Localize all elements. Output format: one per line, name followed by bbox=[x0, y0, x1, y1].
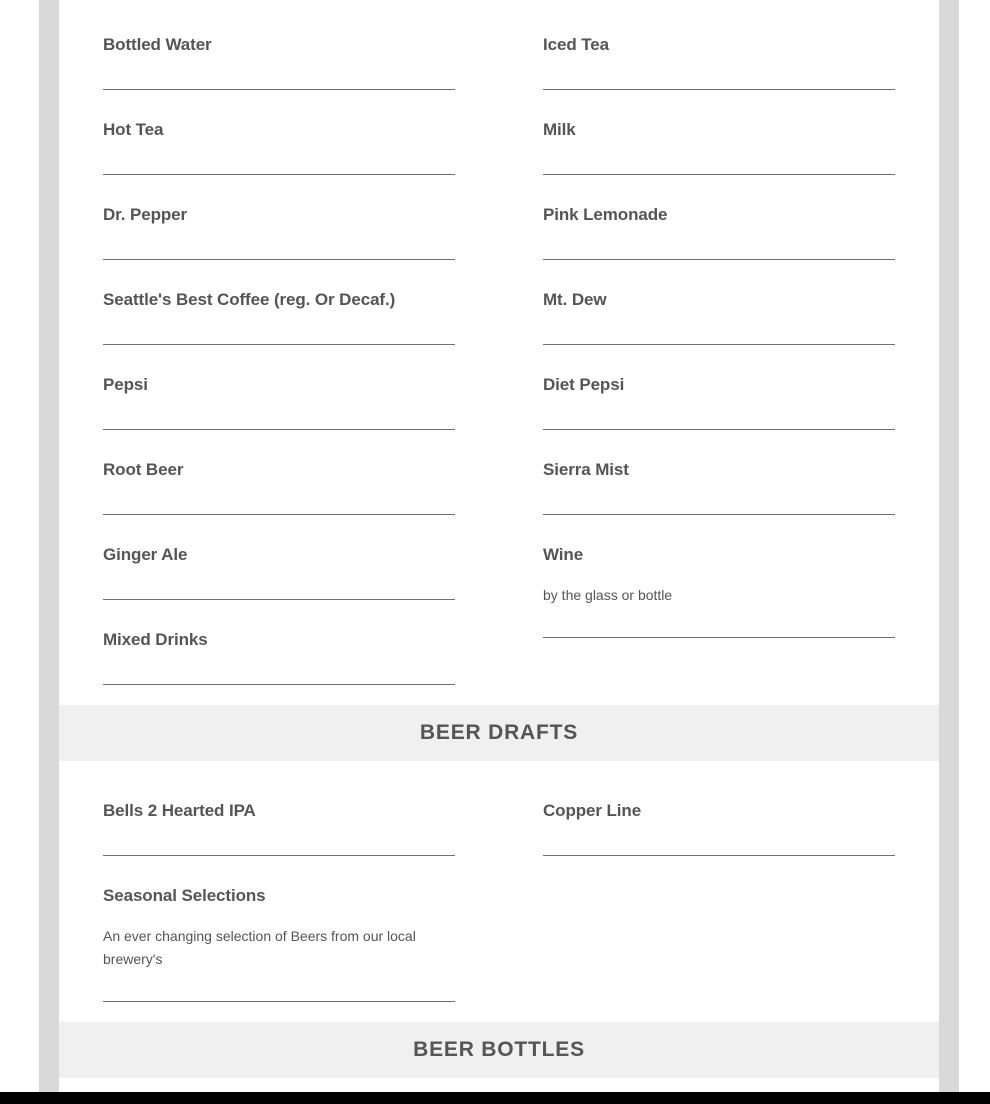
menu-item-name: Sierra Mist bbox=[543, 460, 629, 479]
section-title: BEER BOTTLES bbox=[413, 1038, 585, 1061]
menu-item-name: Hot Tea bbox=[103, 120, 164, 139]
menu-item bbox=[543, 35, 895, 90]
menu-item bbox=[543, 460, 895, 515]
menu-item-name: Dr. Pepper bbox=[103, 205, 188, 224]
menu-item bbox=[103, 801, 455, 856]
bottom-bar bbox=[0, 1092, 990, 1104]
menu-item bbox=[543, 290, 895, 345]
menu-item-name: Iced Tea bbox=[543, 35, 609, 54]
menu-item-name: Seasonal Selections bbox=[103, 886, 266, 905]
menu-item-description: by the glass or bottle bbox=[543, 587, 673, 603]
menu-item-name: Pink Lemonade bbox=[543, 205, 668, 224]
menu-item-name: Diet Pepsi bbox=[543, 375, 625, 394]
menu-item bbox=[103, 205, 455, 260]
menu-item-name: Copper Line bbox=[543, 801, 642, 820]
section-title: BEER DRAFTS bbox=[419, 721, 579, 744]
menu-item bbox=[103, 460, 455, 515]
menu-item bbox=[103, 35, 455, 90]
section-header-beer-drafts bbox=[59, 705, 939, 761]
menu-item bbox=[103, 375, 455, 430]
menu-item-name: Wine bbox=[543, 545, 584, 564]
menu-item-name: Bottled Water bbox=[103, 35, 212, 54]
menu-item bbox=[103, 290, 455, 345]
menu-item bbox=[103, 630, 455, 685]
menu-item-name: Mixed Drinks bbox=[103, 630, 208, 649]
menu-item bbox=[543, 801, 895, 856]
menu-item bbox=[543, 545, 895, 638]
menu-item bbox=[543, 205, 895, 260]
menu-item bbox=[103, 886, 455, 1002]
menu-item bbox=[103, 120, 455, 175]
menu-item-description: An ever changing selection of Beers from our local brewery's bbox=[103, 928, 416, 967]
section-header-beer-bottles bbox=[59, 1022, 939, 1078]
menu-item-name: Mt. Dew bbox=[543, 290, 607, 309]
menu-item-name: Seattle's Best Coffee (reg. Or Decaf.) bbox=[103, 290, 396, 309]
menu-item-name: Root Beer bbox=[103, 460, 184, 479]
menu-item-name: Ginger Ale bbox=[103, 545, 188, 564]
menu-item-name: Pepsi bbox=[103, 375, 148, 394]
menu-item bbox=[543, 120, 895, 175]
menu-item-name: Bells 2 Hearted IPA bbox=[103, 801, 256, 820]
menu-item-name: Milk bbox=[543, 120, 576, 139]
menu-item bbox=[103, 545, 455, 600]
menu-item bbox=[543, 375, 895, 430]
